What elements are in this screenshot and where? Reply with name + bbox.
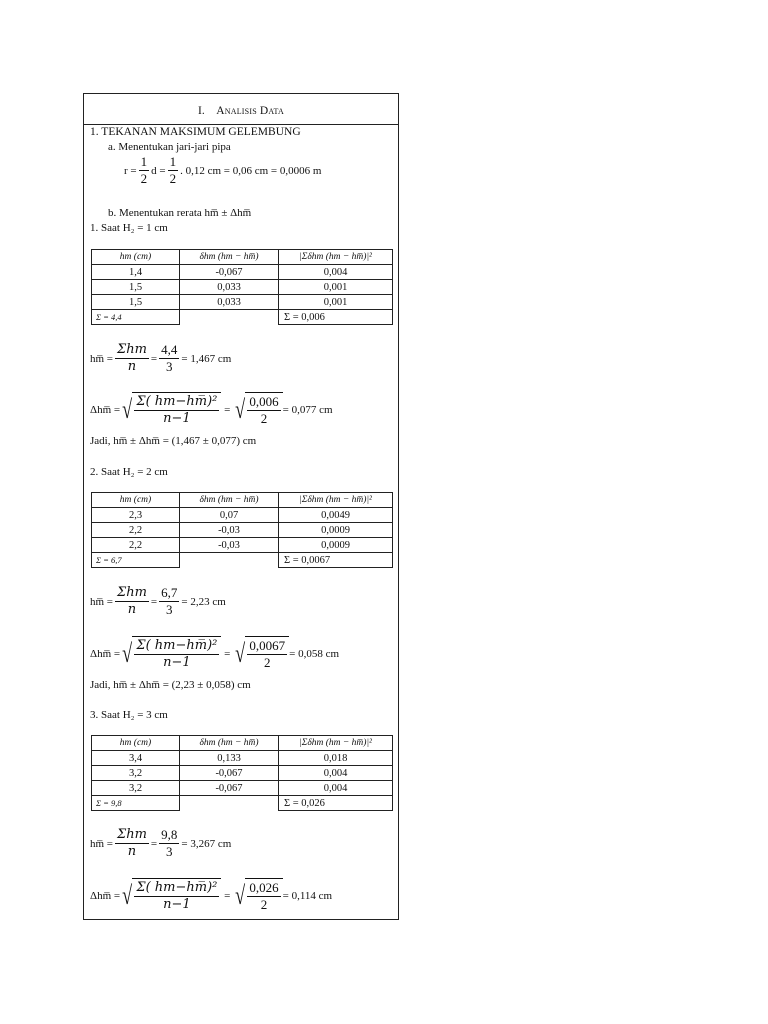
eq-rest: . 0,12 cm = 0,06 cm = 0,0006 m (180, 164, 322, 177)
mean-frac (115, 585, 149, 618)
table-cell: 0,033 (180, 280, 279, 295)
sqrt-icon: √ (235, 395, 246, 424)
fraction-num: 1 (140, 154, 148, 169)
case3-title: 3. Saat H₂ = 3 cm (90, 709, 168, 721)
table-cell: 0,018 (279, 751, 393, 766)
mean-frac-2 (159, 342, 179, 375)
dev-den: n−1 (163, 897, 191, 912)
blank-cell (180, 796, 279, 811)
table-cell: 0,133 (180, 751, 279, 766)
col-header: |Σδhm (hm − hm̅)|² (279, 493, 393, 508)
mean-num-2: 6,7 (161, 585, 178, 600)
radius-equation (124, 154, 321, 187)
sqrt-1 (120, 392, 221, 428)
col-header: hm (cm) (92, 250, 180, 265)
table-cell: 2,3 (92, 508, 180, 523)
dev-den-2: 2 (263, 655, 271, 670)
case1-title: 1. Saat H₂ = 1 cm (90, 222, 168, 234)
table-cell: -0,067 (180, 766, 279, 781)
dev-num-2: 0,006 (249, 394, 279, 409)
table-header-row (92, 493, 393, 508)
section-numeral: I. (198, 105, 205, 117)
case2-mean-eq (90, 585, 226, 618)
eq-lhs: r = (124, 164, 137, 177)
sum-left: Σ = 6,7 (92, 553, 180, 568)
case3-table (91, 735, 393, 811)
sum-right: Σ = 0,006 (279, 310, 393, 325)
sqrt-icon: √ (122, 639, 133, 668)
mean-lhs: hm̅ = (90, 352, 114, 365)
table-cell: 3,2 (92, 766, 180, 781)
dev-den-2: 2 (260, 411, 268, 426)
mean-den: n (127, 359, 137, 374)
col-header: δhm (hm − hm̅) (180, 736, 279, 751)
part-a-label: a. Menentukan jari-jari pipa (108, 141, 231, 153)
mean-num-2: 9,8 (161, 827, 178, 842)
mean-lhs: hm̅ = (90, 595, 114, 608)
blank-cell (180, 310, 279, 325)
dev-num: Σ( hm−h̅m̅)² (136, 638, 218, 653)
table-row (92, 265, 393, 280)
sqrt-icon: √ (122, 881, 133, 910)
dev-lhs: Δhm̅ = (90, 890, 121, 902)
mean-frac-2 (159, 585, 179, 618)
heading-tekanan: 1. TEKANAN MAKSIMUM GELEMBUNG (90, 126, 301, 138)
table-cell: 1,4 (92, 265, 180, 280)
col-header: δhm (hm − hm̅) (180, 250, 279, 265)
dev-frac-2 (247, 638, 287, 671)
dev-frac-2 (247, 880, 280, 913)
dev-result: = 0,114 cm (282, 890, 333, 902)
case3-mean-eq (90, 827, 231, 860)
table-row (92, 538, 393, 553)
case2-table (91, 492, 393, 568)
dev-lhs: Δhm̅ = (90, 404, 121, 416)
dev-den-2: 2 (260, 897, 268, 912)
table-cell: 2,2 (92, 538, 180, 553)
case2-dev-eq (90, 636, 339, 672)
sqrt-icon: √ (235, 881, 246, 910)
equals-sign: = (150, 837, 158, 850)
case3-dev-eq (90, 878, 332, 914)
sqrt-1 (120, 636, 221, 672)
mean-num: Σhm (117, 585, 147, 600)
table-cell: -0,03 (180, 538, 279, 553)
sqrt-icon: √ (122, 395, 133, 424)
mean-den: n (127, 844, 137, 859)
case2-conclusion: Jadi, hm̅ ± Δhm̅ = (2,23 ± 0,058) cm (90, 679, 251, 691)
sqrt-2 (233, 636, 289, 672)
table-cell: 1,5 (92, 280, 180, 295)
fraction-num-2: 1 (169, 154, 177, 169)
table-row (92, 280, 393, 295)
fraction-den: 2 (140, 171, 148, 186)
section-title (84, 94, 398, 125)
fraction-half (139, 154, 150, 187)
sqrt-2 (233, 878, 283, 914)
col-header: hm (cm) (92, 736, 180, 751)
part-b-label: b. Menentukan rerata hm̅ ± Δhm̅ (108, 207, 252, 219)
table-cell: 1,5 (92, 295, 180, 310)
dev-num: Σ( hm−h̅m̅)² (136, 880, 218, 895)
sum-right: Σ = 0,0067 (279, 553, 393, 568)
col-header: |Σδhm (hm − hm̅)|² (279, 736, 393, 751)
sum-left: Σ = 9,8 (92, 796, 180, 811)
equals-sign: = (221, 890, 234, 902)
equals-sign: = (150, 352, 158, 365)
mean-den-2: 3 (166, 844, 173, 859)
case1-conclusion: Jadi, hm̅ ± Δhm̅ = (1,467 ± 0,077) cm (90, 435, 257, 447)
mean-num-2: 4,4 (161, 342, 178, 357)
dev-lhs: Δhm̅ = (90, 648, 121, 660)
table-header-row (92, 736, 393, 751)
document-frame (83, 93, 399, 920)
mean-frac-2 (159, 827, 179, 860)
mean-result: = 3,267 cm (181, 837, 232, 850)
dev-num: Σ( hm−h̅m̅)² (136, 394, 218, 409)
col-header: hm (cm) (92, 493, 180, 508)
table-cell: 0,001 (279, 280, 393, 295)
case2-title: 2. Saat H₂ = 2 cm (90, 466, 168, 478)
dev-den: n−1 (163, 411, 191, 426)
table-cell: -0,067 (180, 265, 279, 280)
fraction-half-2 (168, 154, 179, 187)
table-header-row (92, 250, 393, 265)
mean-den-2: 3 (166, 359, 173, 374)
blank-cell (180, 553, 279, 568)
table-sum-row (92, 310, 393, 325)
dev-result: = 0,058 cm (289, 648, 340, 660)
dev-result: = 0,077 cm (282, 404, 333, 416)
fraction-den-2: 2 (169, 171, 177, 186)
table-row (92, 781, 393, 796)
table-cell: 0,033 (180, 295, 279, 310)
mean-num: Σhm (117, 827, 147, 842)
table-row (92, 295, 393, 310)
table-row (92, 523, 393, 538)
mean-den-2: 3 (166, 602, 173, 617)
dev-num-2: 0,026 (249, 880, 279, 895)
table-row (92, 751, 393, 766)
mean-den: n (127, 602, 137, 617)
mean-frac (115, 827, 149, 860)
case1-dev-eq (90, 392, 333, 428)
mean-result: = 1,467 cm (181, 352, 232, 365)
table-cell: 0,004 (279, 781, 393, 796)
sqrt-1 (120, 878, 221, 914)
table-cell: -0,067 (180, 781, 279, 796)
table-cell: 3,4 (92, 751, 180, 766)
sqrt-2 (233, 392, 283, 428)
table-cell: 3,2 (92, 781, 180, 796)
table-cell: 0,0049 (279, 508, 393, 523)
sum-right: Σ = 0,026 (279, 796, 393, 811)
dev-frac-2 (247, 394, 280, 427)
case1-mean-eq (90, 342, 231, 375)
eq-mid: d = (151, 164, 166, 177)
table-cell: 0,001 (279, 295, 393, 310)
dev-num-2: 0,0067 (249, 638, 286, 653)
dev-frac (134, 638, 219, 671)
table-cell: 0,004 (279, 265, 393, 280)
mean-num: Σhm (117, 342, 147, 357)
mean-frac (115, 342, 149, 375)
table-cell: 0,0009 (279, 523, 393, 538)
dev-frac (134, 880, 219, 913)
table-sum-row (92, 796, 393, 811)
table-sum-row (92, 553, 393, 568)
table-row (92, 766, 393, 781)
dev-den: n−1 (163, 655, 191, 670)
sqrt-icon: √ (235, 639, 246, 668)
case1-table (91, 249, 393, 325)
dev-frac (134, 394, 219, 427)
mean-lhs: hm̅ = (90, 837, 114, 850)
equals-sign: = (150, 595, 158, 608)
equals-sign: = (221, 404, 234, 416)
mean-result: = 2,23 cm (181, 595, 226, 608)
equals-sign: = (221, 648, 234, 660)
section-title-text: Analisis Data (216, 105, 284, 117)
table-cell: 0,004 (279, 766, 393, 781)
table-row (92, 508, 393, 523)
table-cell: 2,2 (92, 523, 180, 538)
table-cell: -0,03 (180, 523, 279, 538)
col-header: |Σδhm (hm − hm̅)|² (279, 250, 393, 265)
table-cell: 0,0009 (279, 538, 393, 553)
sum-left: Σ = 4,4 (92, 310, 180, 325)
col-header: δhm (hm − hm̅) (180, 493, 279, 508)
table-cell: 0,07 (180, 508, 279, 523)
